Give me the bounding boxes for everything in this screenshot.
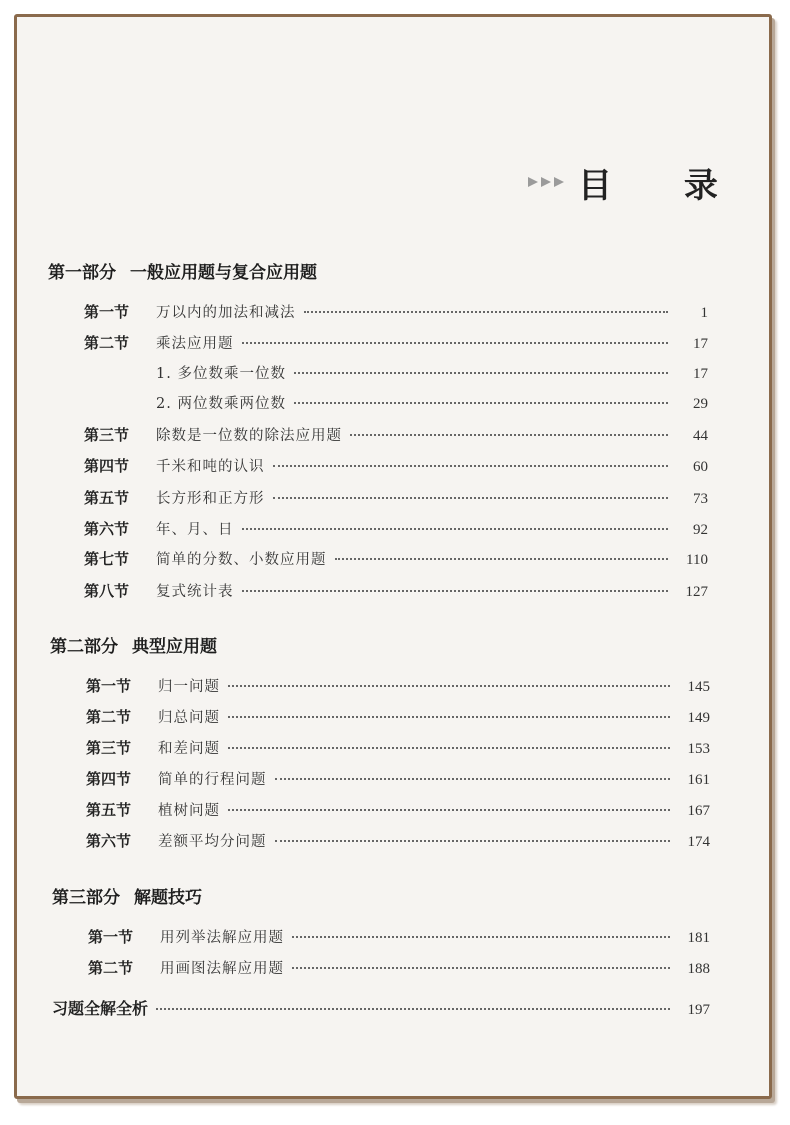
leader-dots bbox=[335, 558, 669, 560]
page-number: 197 bbox=[687, 1002, 710, 1018]
page-number: 44 bbox=[693, 428, 708, 444]
page-number: 1 bbox=[700, 305, 708, 321]
section-label: 第七节 bbox=[84, 550, 130, 568]
leader-dots bbox=[242, 528, 669, 530]
leader-dots bbox=[228, 716, 670, 718]
section-name: 除数是一位数的除法应用题 bbox=[156, 428, 342, 444]
leader-dots bbox=[228, 685, 670, 687]
toc-entry[interactable] bbox=[84, 455, 708, 477]
toc-entry[interactable] bbox=[84, 518, 708, 540]
toc-entry[interactable] bbox=[84, 301, 708, 323]
toc-entry[interactable] bbox=[88, 957, 710, 979]
section-label: 第二节 bbox=[86, 708, 132, 726]
toc-entry[interactable] bbox=[86, 706, 710, 728]
section-name: 归一问题 bbox=[158, 679, 220, 695]
section-name: 复式统计表 bbox=[156, 584, 234, 600]
section-label: 第三节 bbox=[86, 739, 132, 757]
page-number: 167 bbox=[687, 803, 710, 819]
appendix-name: 习题全解全析 bbox=[52, 999, 149, 1018]
section-name: 差额平均分问题 bbox=[158, 834, 267, 850]
toc-entry[interactable] bbox=[84, 424, 708, 446]
section-label: 第四节 bbox=[86, 770, 132, 788]
section-name: 乘法应用题 bbox=[156, 336, 234, 352]
section-name: 年、月、日 bbox=[156, 522, 234, 538]
toc-entry[interactable] bbox=[86, 768, 710, 790]
toc-subentry[interactable] bbox=[156, 393, 708, 415]
toc-entry[interactable] bbox=[84, 580, 708, 602]
part-label: 第一部分 bbox=[48, 263, 116, 283]
section-label: 第一节 bbox=[88, 928, 134, 946]
section-name: 植树问题 bbox=[158, 803, 220, 819]
leader-dots bbox=[228, 747, 670, 749]
page-number: 174 bbox=[687, 834, 710, 850]
page-number: 127 bbox=[685, 584, 708, 600]
section-label: 第二节 bbox=[84, 334, 130, 352]
section-name: 万以内的加法和减法 bbox=[156, 305, 296, 321]
toc-entry[interactable] bbox=[84, 487, 708, 509]
section-name: 长方形和正方形 bbox=[156, 491, 265, 507]
leader-dots bbox=[228, 809, 670, 811]
leader-dots bbox=[242, 342, 669, 344]
leader-dots bbox=[350, 434, 668, 436]
toc-entry[interactable] bbox=[84, 332, 708, 354]
toc-entry[interactable] bbox=[86, 830, 710, 852]
leader-dots bbox=[275, 778, 671, 780]
section-name: 用列举法解应用题 bbox=[160, 930, 284, 946]
page-number: 60 bbox=[693, 459, 708, 475]
section-name: 用画图法解应用题 bbox=[160, 961, 284, 977]
leader-dots bbox=[294, 372, 668, 374]
section-label: 第八节 bbox=[84, 582, 130, 600]
leader-dots bbox=[273, 465, 669, 467]
leader-dots bbox=[294, 402, 668, 404]
section-name: 简单的行程问题 bbox=[158, 772, 267, 788]
page-number: 17 bbox=[693, 366, 708, 382]
leader-dots bbox=[292, 967, 670, 969]
part-name: 解题技巧 bbox=[134, 888, 202, 908]
toc-entry[interactable] bbox=[84, 548, 708, 570]
toc-entry[interactable] bbox=[86, 737, 710, 759]
triple-arrow-icon bbox=[528, 177, 564, 187]
page-number: 149 bbox=[687, 710, 710, 726]
leader-dots bbox=[242, 590, 669, 592]
page-number: 188 bbox=[687, 961, 710, 977]
leader-dots bbox=[292, 936, 670, 938]
leader-dots bbox=[304, 311, 669, 313]
section-label: 第六节 bbox=[84, 520, 130, 538]
leader-dots bbox=[275, 840, 671, 842]
page-number: 145 bbox=[687, 679, 710, 695]
section-label: 第三节 bbox=[84, 426, 130, 444]
toc-entry[interactable] bbox=[86, 675, 710, 697]
toc-subentry[interactable] bbox=[156, 363, 708, 385]
subsection-name: 1. 多位数乘一位数 bbox=[156, 366, 286, 382]
page-number: 17 bbox=[693, 336, 708, 352]
part-heading bbox=[48, 258, 317, 283]
part-heading bbox=[50, 632, 217, 657]
section-label: 第一节 bbox=[86, 677, 132, 695]
part-name: 一般应用题与复合应用题 bbox=[130, 263, 317, 283]
toc-header bbox=[528, 160, 748, 204]
page-number: 161 bbox=[687, 772, 710, 788]
section-label: 第一节 bbox=[84, 303, 130, 321]
subsection-name: 2. 两位数乘两位数 bbox=[156, 396, 286, 412]
part-label: 第三部分 bbox=[52, 888, 120, 908]
page-number: 181 bbox=[687, 930, 710, 946]
section-name: 和差问题 bbox=[158, 741, 220, 757]
page-title: 目 录 bbox=[578, 165, 748, 206]
leader-dots bbox=[273, 497, 669, 499]
page-number: 92 bbox=[693, 522, 708, 538]
part-heading bbox=[52, 883, 202, 908]
toc-appendix-entry[interactable] bbox=[52, 998, 710, 1020]
section-label: 第四节 bbox=[84, 457, 130, 475]
section-label: 第五节 bbox=[86, 801, 132, 819]
section-label: 第二节 bbox=[88, 959, 134, 977]
toc-entry[interactable] bbox=[88, 926, 710, 948]
part-name: 典型应用题 bbox=[132, 637, 217, 657]
part-label: 第二部分 bbox=[50, 637, 118, 657]
page-number: 153 bbox=[687, 741, 710, 757]
section-label: 第六节 bbox=[86, 832, 132, 850]
page-number: 29 bbox=[693, 396, 708, 412]
page-number: 110 bbox=[686, 552, 708, 568]
toc-entry[interactable] bbox=[86, 799, 710, 821]
section-label: 第五节 bbox=[84, 489, 130, 507]
page-number: 73 bbox=[693, 491, 708, 507]
section-name: 归总问题 bbox=[158, 710, 220, 726]
section-name: 千米和吨的认识 bbox=[156, 459, 265, 475]
leader-dots bbox=[156, 1008, 670, 1010]
section-name: 简单的分数、小数应用题 bbox=[156, 552, 327, 568]
